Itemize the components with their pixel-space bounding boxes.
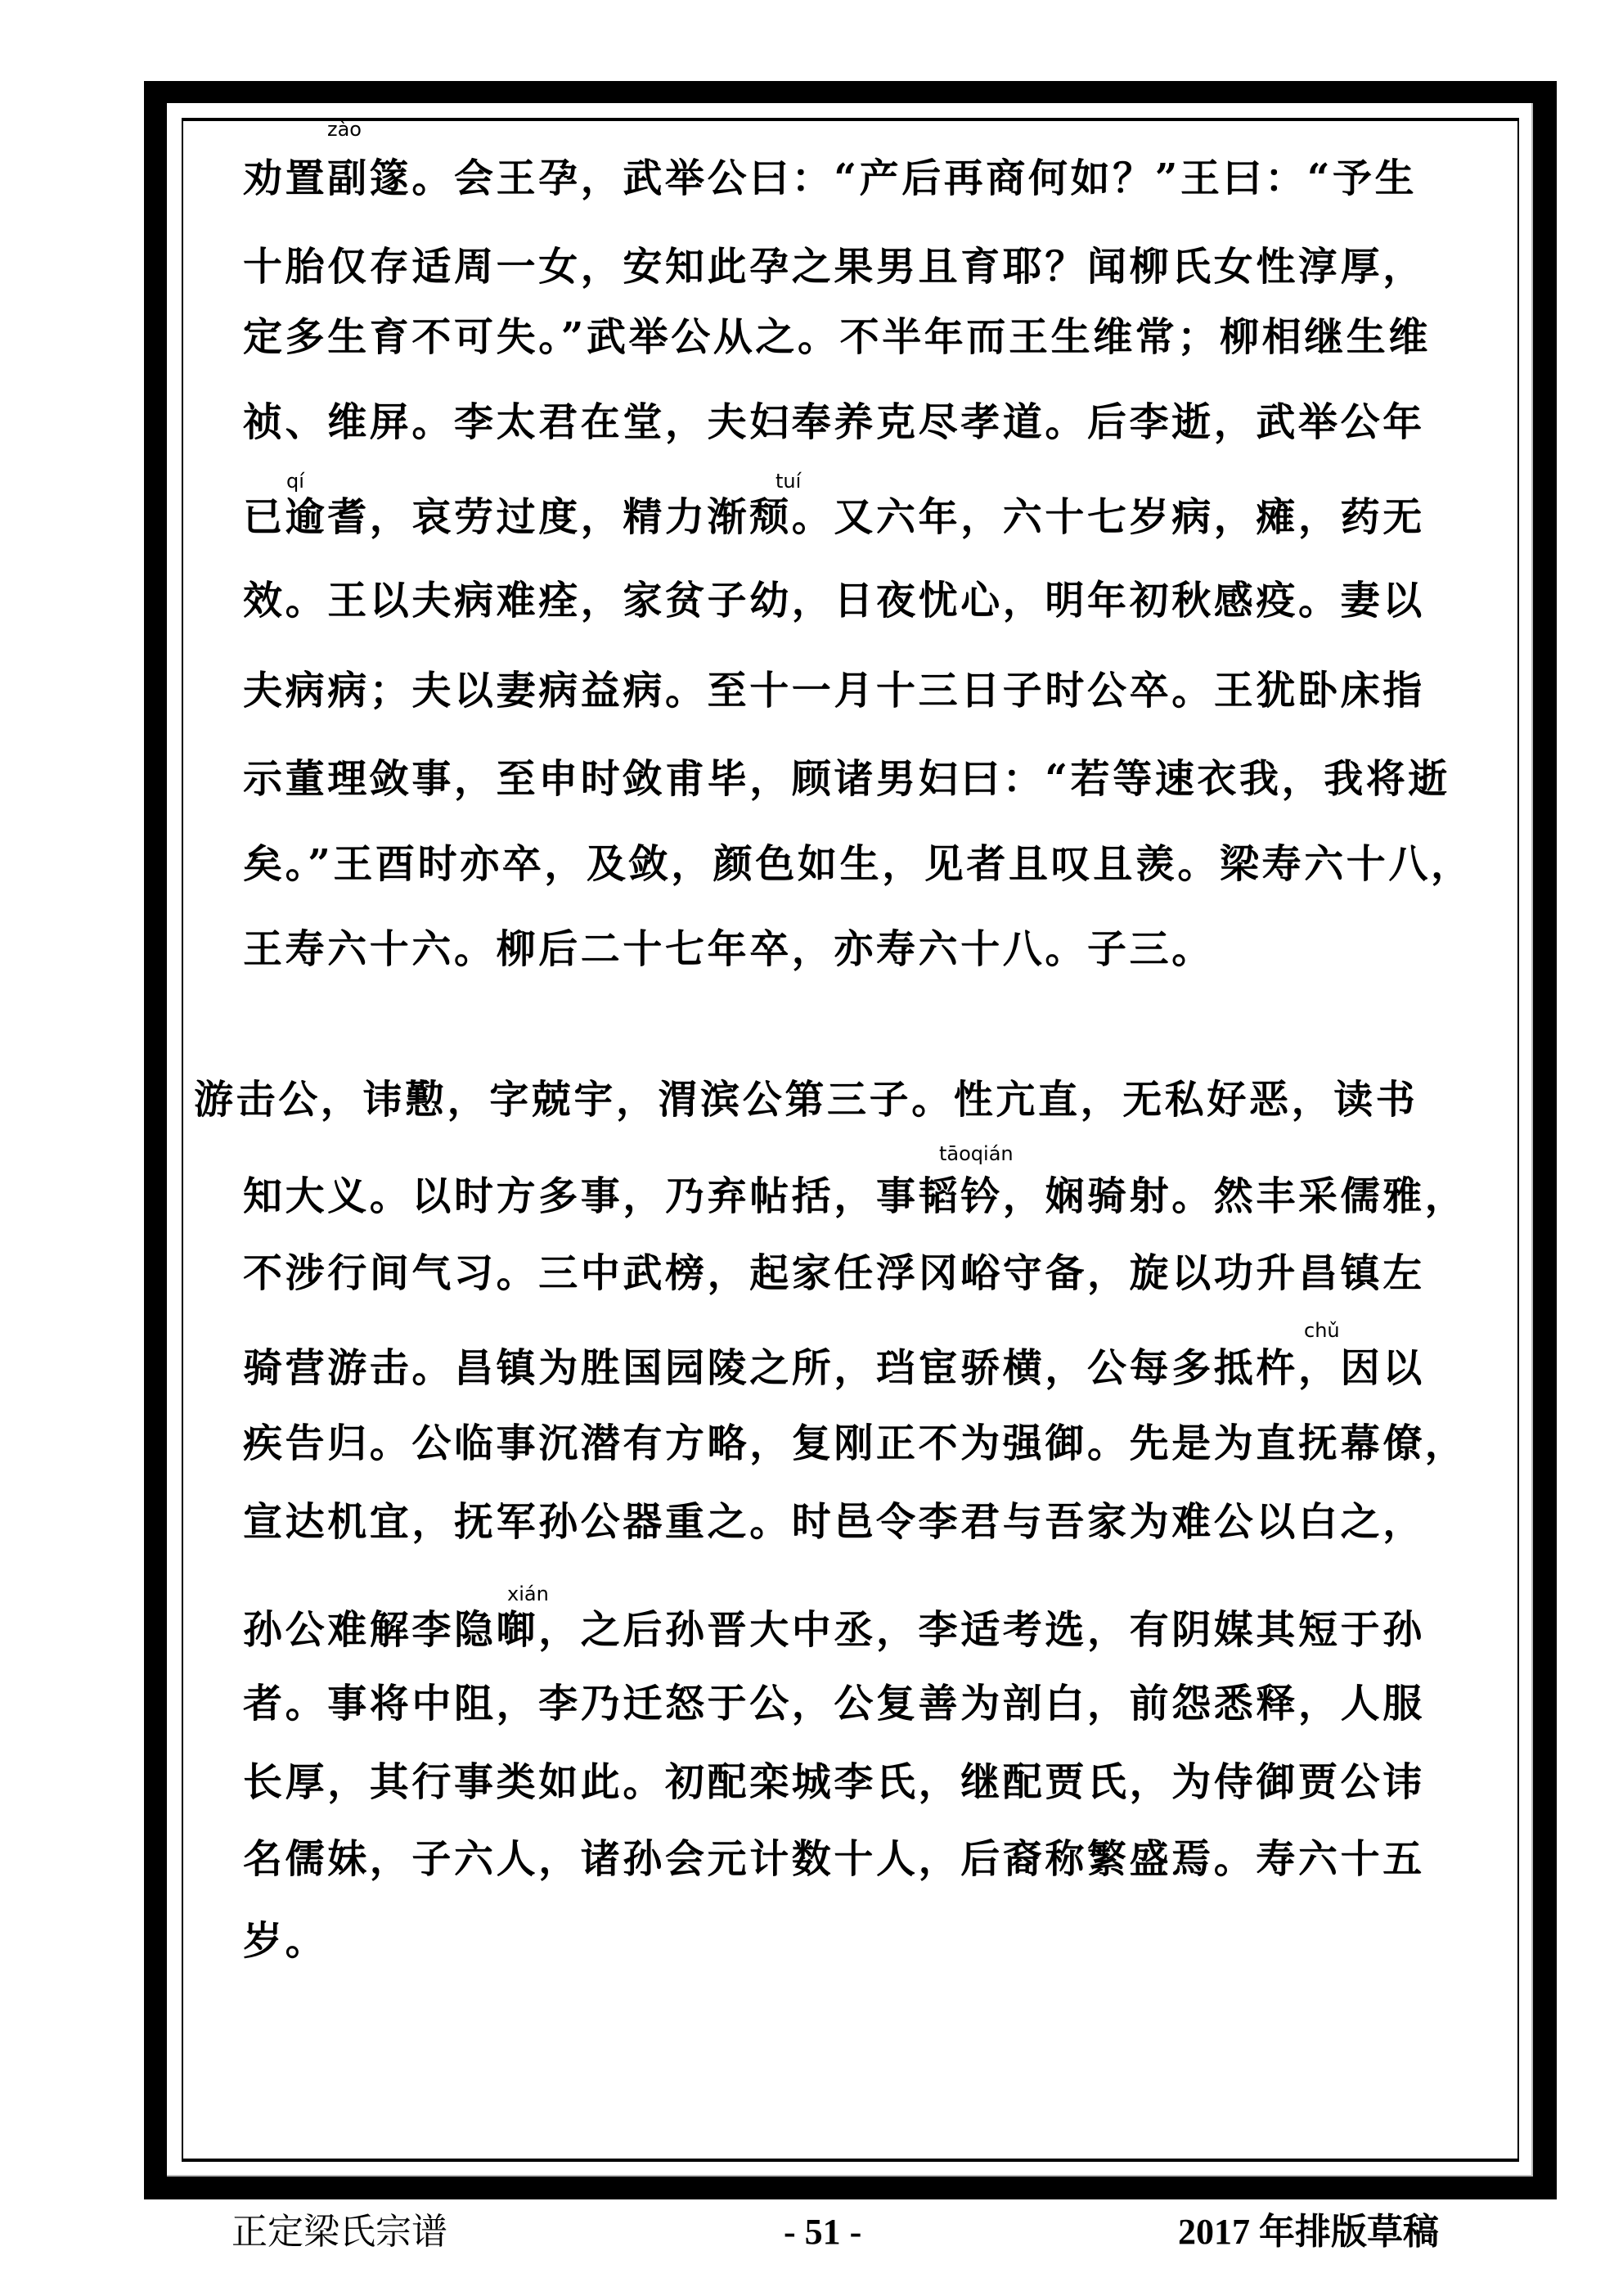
text-line: 骑营游击。昌镇为胜国园陵之所，珰宦骄横，公每多抵杵，因以 [243, 1345, 1425, 1391]
text-line: 长厚，其行事类如此。初配栾城李氏，继配贾氏，为侍御贾公讳 [243, 1759, 1425, 1805]
page-content-box [182, 118, 1519, 2162]
footer-book-title: 正定梁氏宗谱 [232, 2212, 447, 2252]
text-line: 示董理敛事，至申时敛甫毕，顾诸男妇曰：“若等速衣我，我将逝 [243, 756, 1451, 802]
text-line: 宣达机宜，抚军孙公器重之。时邑令李君与吾家为难公以白之， [243, 1499, 1425, 1545]
pinyin-annotation: xián [507, 1582, 549, 1605]
pinyin-annotation: tāoqián [939, 1142, 1014, 1165]
text-line: 名儒妹，子六人，诸孙会元计数十人，后裔称繁盛焉。寿六十五 [243, 1836, 1425, 1882]
pinyin-annotation: tuí [776, 470, 802, 493]
pinyin-annotation: chǔ [1304, 1319, 1340, 1342]
text-line: 王寿六十六。柳后二十七年卒，亦寿六十八。子三。 [243, 926, 1214, 972]
text-line: 岁。 [243, 1918, 328, 1964]
text-line: 祯、维屏。李太君在堂，夫妇奉养克尽孝道。后李逝，武举公年 [243, 399, 1425, 445]
text-line: 效。王以夫病难痊，家贫子幼，日夜忧心，明年初秋感疫。妻以 [243, 578, 1425, 624]
footer-page-number: - 51 - [784, 2212, 862, 2252]
pinyin-annotation: zào [327, 118, 362, 141]
text-line: 孙公难解李隐啣，之后孙晋大中丞，李适考选，有阴媒其短于孙 [243, 1607, 1425, 1653]
text-line: 知大义。以时方多事，乃弃帖括，事韬钤，娴骑射。然丰采儒雅， [243, 1173, 1468, 1219]
footer-draft-note: 2017 年排版草稿 [1178, 2212, 1439, 2252]
text-line: 十胎仅存适周一女，安知此孕之果男且育耶？闻柳氏女性淳厚， [243, 244, 1425, 290]
text-line: 不涉行间气习。三中武榜，起家任浮冈峪守备，旋以功升昌镇左 [243, 1250, 1425, 1296]
text-line: 疾告归。公临事沉潜有方略，复刚正不为强御。先是为直抚幕僚， [243, 1420, 1468, 1466]
text-line: 夫病病；夫以妻病益病。至十一月十三日子时公卒。王犹卧床指 [243, 668, 1425, 714]
text-line: 定多生育不可失。”武举公从之。不半年而王生维常；柳相继生维 [243, 314, 1432, 360]
text-line: 矣。”王酉时亦卒，及敛，颜色如生，见者且叹且羡。梁寿六十八， [243, 841, 1473, 887]
pinyin-annotation: qí [286, 470, 304, 493]
text-line: 已逾耆，哀劳过度，精力渐颓。又六年，六十七岁病，瘫，药无 [243, 494, 1425, 540]
text-line: 游击公，讳懃，字兢宇，渭滨公第三子。性亢直，无私好恶，读书 [194, 1077, 1418, 1123]
text-line: 者。事将中阻，李乃迁怒于公，公复善为剖白，前怨悉释，人服 [243, 1681, 1425, 1727]
text-line: 劝置副篴。会王孕，武举公曰：“产后再商何如？”王曰：“予生 [243, 155, 1418, 201]
